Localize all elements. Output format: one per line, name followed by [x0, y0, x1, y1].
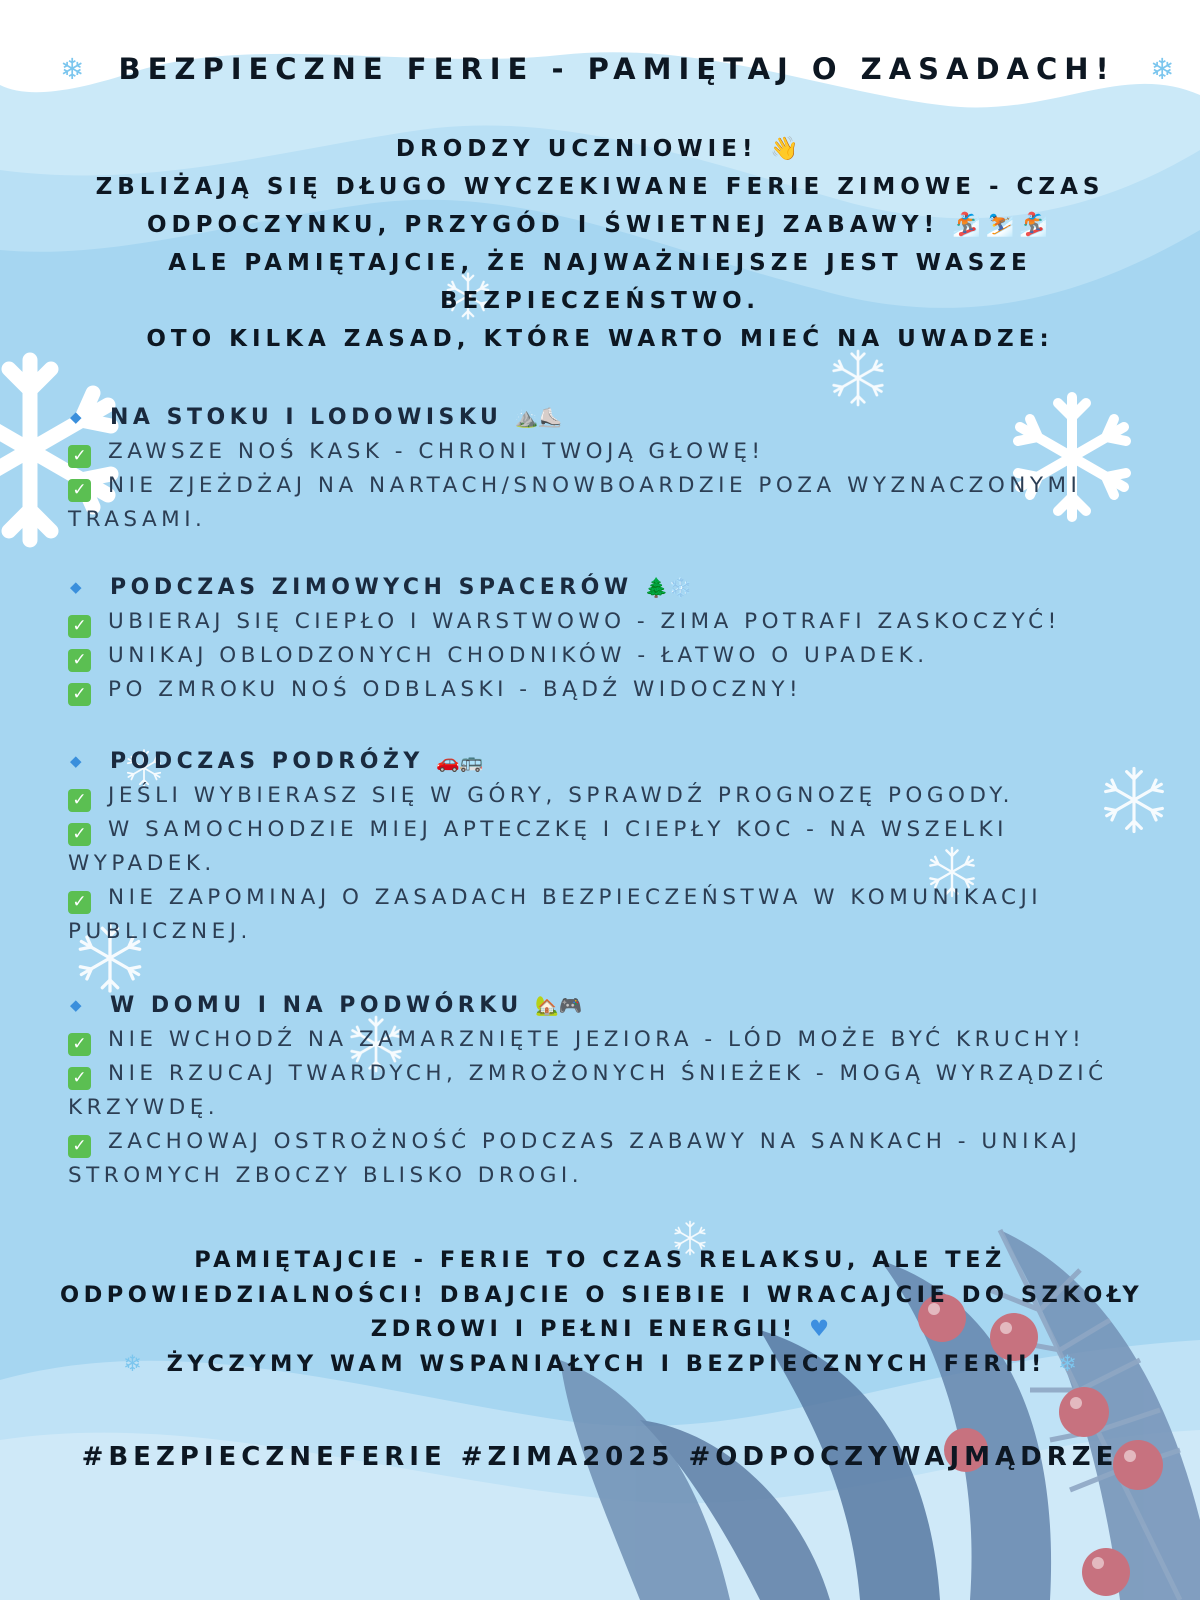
mountain-skate-icon: ⛰️⛸️: [514, 407, 562, 429]
section-title: ◆ W DOMU I NA PODWÓRKU 🏡🎮: [70, 988, 1138, 1023]
check-icon: ✓: [68, 789, 91, 812]
check-icon: ✓: [68, 649, 91, 672]
list-item: ✓ W SAMOCHODZIE MIEJ APTECZKĘ I CIEPŁY KOC - NA WSZELKI WYPADEK.: [68, 817, 1008, 876]
list-item: ✓ ZACHOWAJ OSTROŻNOŚĆ PODCZAS ZABAWY NA SANKACH - UNIKAJ STROMYCH ZBOCZY BLISKO DROGI.: [68, 1129, 1082, 1188]
intro-line: ALE PAMIĘTAJCIE, ŻE NAJWAŻNIEJSZE JEST WASZE: [168, 250, 1032, 276]
section-slope: [68, 400, 1138, 537]
intro-greeting: DRODZY UCZNIOWIE! 👋: [395, 136, 805, 162]
section-travel: [68, 744, 1138, 949]
section-title: ◆ PODCZAS PODRÓŻY 🚗🚌: [70, 744, 1138, 779]
outro-wishes: ❄ ŻYCZYMY WAM WSPANIAŁYCH I BEZPIECZNYCH FERII! ❄: [123, 1350, 1077, 1377]
list-item: ✓ NIE WCHODŹ NA ZAMARZNIĘTE JEZIORA - LÓD MOŻE BYĆ KRUCHY!: [68, 1023, 1138, 1057]
intro-text: [60, 130, 1140, 358]
outro-line: PAMIĘTAJCIE - FERIE TO CZAS RELAKSU, ALE TEŻ: [194, 1247, 1006, 1273]
section-title: ◆ NA STOKU I LODOWISKU ⛰️⛸️: [70, 400, 1138, 435]
check-icon: ✓: [68, 1135, 91, 1158]
car-bus-icon: 🚗🚌: [436, 751, 484, 773]
section-walks: [68, 570, 1138, 707]
intro-line: ZBLIŻAJĄ SIĘ DŁUGO WYCZEKIWANE FERIE ZIMOWE - CZAS: [95, 174, 1105, 200]
list-item: ✓ NIE RZUCAJ TWARDYCH, ZMROŻONYCH ŚNIEŻEK - MOGĄ WYRZĄDZIĆ KRZYWDĘ.: [68, 1061, 1108, 1120]
intro-line: ODPOCZYNKU, PRZYGÓD I ŚWIETNEJ ZABAWY! 🏂⛷️🏂: [147, 212, 1053, 238]
diamond-icon: ◆: [70, 996, 87, 1014]
list-item: ✓ NIE ZAPOMINAJ O ZASADACH BEZPIECZEŃSTWA W KOMUNIKACJI PUBLICZNEJ.: [68, 885, 1043, 944]
list-item: ✓ ZAWSZE NOŚ KASK - CHRONI TWOJĄ GŁOWĘ!: [68, 435, 1138, 469]
page-title: [60, 52, 1175, 86]
snowflake-icon: ❄: [123, 1350, 142, 1377]
check-icon: ✓: [68, 445, 91, 468]
section-title: ◆ PODCZAS ZIMOWYCH SPACERÓW 🌲❄️: [70, 570, 1138, 605]
heart-icon: ♥: [809, 1316, 830, 1342]
list-item: ✓ NIE ZJEŻDŻAJ NA NARTACH/SNOWBOARDZIE POZA WYZNACZONYMI TRASAMI.: [68, 473, 1082, 532]
list-item: ✓ JEŚLI WYBIERASZ SIĘ W GÓRY, SPRAWDŹ PROGNOZĘ POGODY.: [68, 779, 1138, 813]
outro-line: ODPOWIEDZIALNOŚCI! DBAJCIE O SIEBIE I WRACAJCIE DO SZKOŁY: [60, 1281, 1144, 1308]
check-icon: ✓: [68, 479, 91, 502]
check-icon: ✓: [68, 1033, 91, 1056]
check-icon: ✓: [68, 823, 91, 846]
snowflake-icon: ❄: [60, 52, 85, 86]
intro-line: BEZPIECZEŃSTWO.: [440, 288, 760, 314]
list-item: ✓ UBIERAJ SIĘ CIEPŁO I WARSTWOWO - ZIMA POTRAFI ZASKOCZYĆ!: [68, 605, 1138, 639]
snowflake-icon: ❄: [1149, 52, 1175, 86]
diamond-icon: ◆: [70, 408, 87, 426]
list-item: ✓ UNIKAJ OBLODZONYCH CHODNIKÓW - ŁATWO O UPADEK.: [68, 639, 1138, 673]
closing-message: [60, 1243, 1144, 1381]
intro-line: OTO KILKA ZASAD, KTÓRE WARTO MIEĆ NA UWADZE:: [146, 326, 1054, 352]
check-icon: ✓: [68, 615, 91, 638]
list-item: ✓ PO ZMROKU NOŚ ODBLASKI - BĄDŹ WIDOCZNY!: [68, 673, 1138, 707]
check-icon: ✓: [68, 1067, 91, 1090]
house-gamepad-icon: 🏡🎮: [534, 995, 583, 1017]
outro-line: ZDROWI I PEŁNI ENERGII! ♥: [370, 1316, 830, 1342]
diamond-icon: ◆: [70, 578, 87, 596]
section-home: [68, 988, 1138, 1193]
hashtags: #BEZPIECZNEFERIE #ZIMA2025 #ODPOCZYWAJMĄDRZE: [81, 1442, 1119, 1472]
diamond-icon: ◆: [70, 752, 87, 770]
check-icon: ✓: [68, 891, 91, 914]
snowflake-icon: ❄: [1058, 1350, 1077, 1377]
tree-snowflake-icon: 🌲❄️: [644, 577, 693, 599]
check-icon: ✓: [68, 683, 91, 706]
page-title-text: BEZPIECZNE FERIE - PAMIĘTAJ O ZASADACH!: [118, 52, 1116, 86]
